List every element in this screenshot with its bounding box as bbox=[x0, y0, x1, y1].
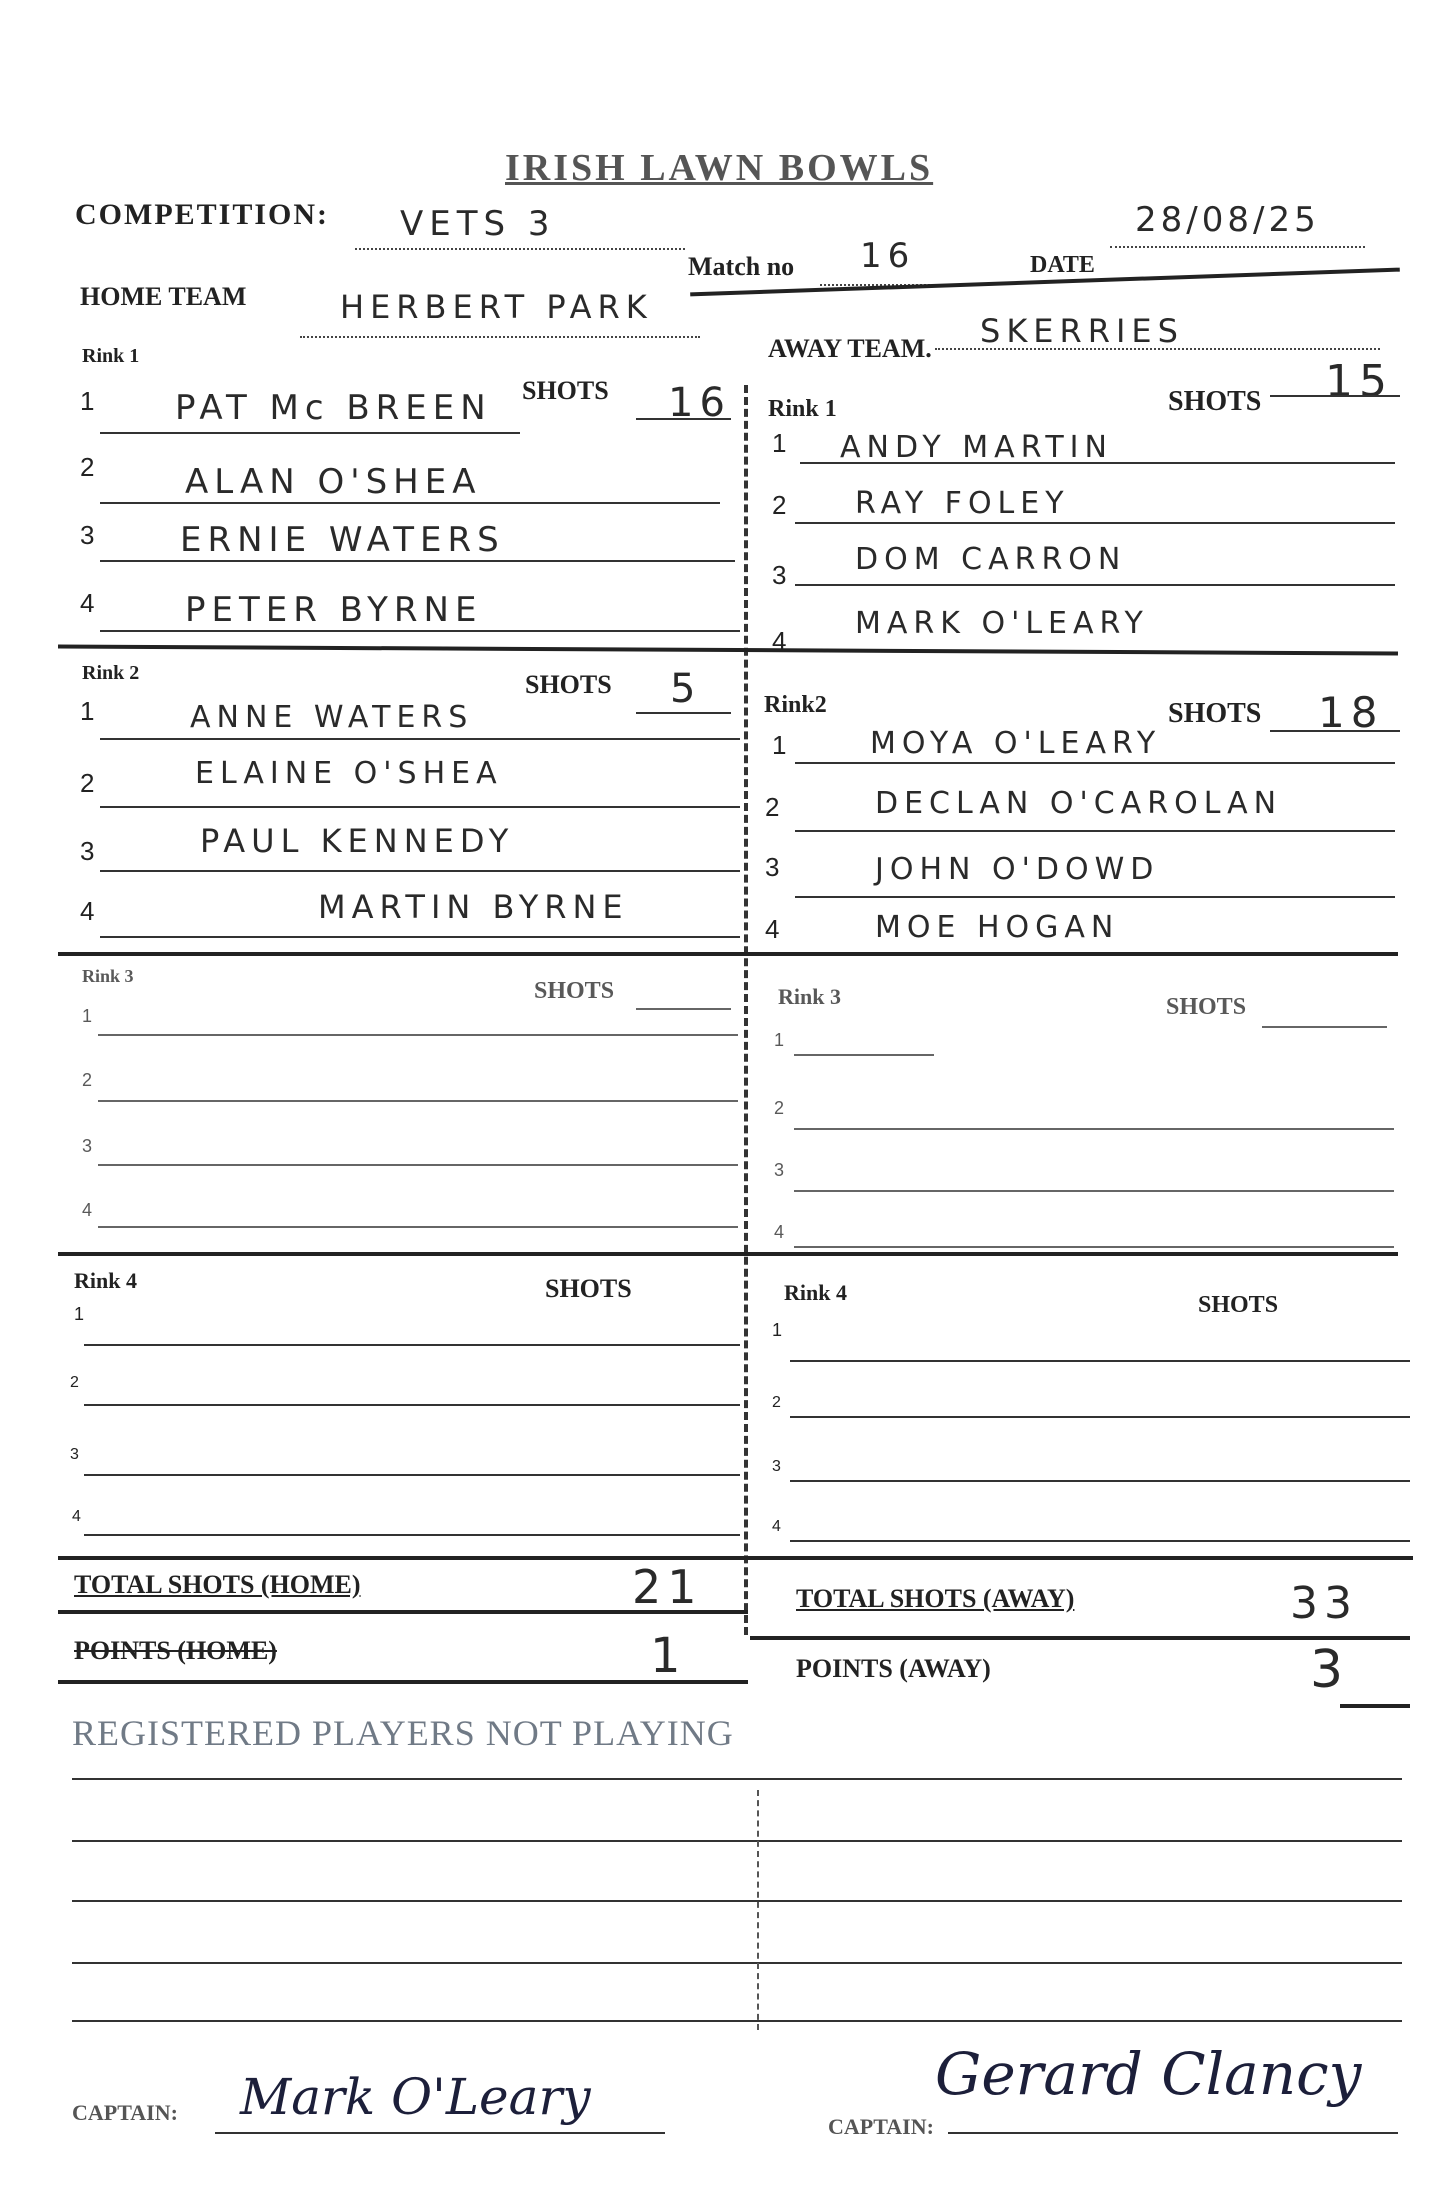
home-team-underline bbox=[300, 336, 700, 338]
away-rink-1-player-1[interactable]: ANDY MARTIN bbox=[840, 430, 1113, 465]
home-rink-1-line-4 bbox=[100, 630, 740, 632]
away-rink-3-pos: 4 bbox=[774, 1222, 785, 1242]
home-rink-3-line-3 bbox=[98, 1164, 738, 1166]
points-away-label: POINTS (AWAY) bbox=[796, 1654, 991, 1683]
home-rink-4-line-4 bbox=[84, 1534, 740, 1536]
home-rink-4-line-1 bbox=[84, 1344, 740, 1346]
away-captain-signature[interactable]: Gerard Clancy bbox=[935, 2040, 1362, 2108]
home-rink-2-line-3 bbox=[100, 870, 740, 872]
home-rink-4-line-3 bbox=[84, 1474, 740, 1476]
home-rink-1-player-2[interactable]: ALAN O'SHEA bbox=[185, 462, 482, 502]
home-rink-1-line-3 bbox=[100, 560, 735, 562]
rink-1-separator bbox=[58, 644, 1398, 655]
away-rink-2-shots[interactable]: 18 bbox=[1318, 688, 1384, 737]
points-home-rule bbox=[58, 1680, 748, 1684]
points-away-rule bbox=[1340, 1704, 1410, 1708]
home-rink-1-shots-line bbox=[636, 418, 731, 420]
home-rink-4-pos: 4 bbox=[72, 1508, 81, 1525]
home-rink-1-line-1 bbox=[100, 432, 520, 434]
home-rink-1-player-4[interactable]: PETER BYRNE bbox=[185, 590, 483, 630]
document-title: IRISH LAWN BOWLS bbox=[505, 147, 934, 189]
away-rink-1-line-2 bbox=[795, 522, 1395, 524]
away-rink-3-shots-label: SHOTS bbox=[1166, 994, 1247, 1020]
away-rink-4-shots-label: SHOTS bbox=[1198, 1292, 1279, 1318]
away-rink-2-player-3[interactable]: JOHN O'DOWD bbox=[875, 852, 1160, 887]
away-rink-3-label: Rink 3 bbox=[778, 984, 841, 1009]
registered-row-line bbox=[72, 2020, 1402, 2022]
away-rink-4-pos: 1 bbox=[772, 1320, 783, 1340]
away-team-underline bbox=[935, 348, 1380, 350]
away-rink-1-pos: 4 bbox=[772, 626, 787, 656]
away-team-value[interactable]: SKERRIES bbox=[980, 312, 1184, 350]
away-rink-3-pos: 2 bbox=[774, 1098, 785, 1118]
total-home-rule bbox=[58, 1610, 748, 1614]
center-divider bbox=[744, 385, 748, 1635]
competition-underline bbox=[355, 248, 685, 250]
home-rink-1-pos: 4 bbox=[80, 588, 95, 618]
home-team-value[interactable]: HERBERT PARK bbox=[340, 288, 653, 326]
home-rink-1-pos: 2 bbox=[80, 452, 95, 482]
away-rink-1-pos: 2 bbox=[772, 490, 787, 520]
away-rink-4-line-2 bbox=[790, 1416, 1410, 1418]
home-rink-2-pos: 3 bbox=[80, 836, 95, 866]
home-rink-2-pos: 4 bbox=[80, 896, 95, 926]
away-rink-1-player-3[interactable]: DOM CARRON bbox=[855, 542, 1127, 577]
away-rink-4-label: Rink 4 bbox=[784, 1280, 847, 1305]
away-rink-2-line-3 bbox=[795, 896, 1395, 898]
home-rink-3-label: Rink 3 bbox=[82, 966, 134, 986]
home-rink-1-pos: 3 bbox=[80, 520, 95, 550]
home-rink-3-pos: 3 bbox=[82, 1136, 93, 1156]
rink-4-separator bbox=[58, 1556, 1413, 1560]
home-rink-4-pos: 3 bbox=[70, 1446, 79, 1463]
away-rink-3-line-3 bbox=[794, 1190, 1394, 1192]
home-rink-2-player-2[interactable]: ELAINE O'SHEA bbox=[195, 756, 503, 791]
away-rink-4-pos: 4 bbox=[772, 1518, 781, 1535]
away-rink-2-player-2[interactable]: DECLAN O'CAROLAN bbox=[875, 786, 1283, 821]
away-rink-2-line-2 bbox=[795, 830, 1395, 832]
home-rink-3-pos: 2 bbox=[82, 1070, 93, 1090]
home-rink-4-line-2 bbox=[84, 1404, 740, 1406]
away-rink-2-player-4[interactable]: MOE HOGAN bbox=[875, 910, 1120, 945]
home-rink-2-shots[interactable]: 5 bbox=[670, 666, 702, 712]
away-rink-4-line-1 bbox=[790, 1360, 1410, 1362]
registered-row-line bbox=[72, 1962, 1402, 1964]
points-away-value[interactable]: 3 bbox=[1310, 1640, 1350, 1700]
total-shots-home-label: TOTAL SHOTS (HOME) bbox=[74, 1570, 361, 1599]
registered-row-line bbox=[72, 1778, 1402, 1780]
away-rink-4-pos: 2 bbox=[772, 1394, 781, 1411]
away-rink-3-line-4 bbox=[794, 1246, 1394, 1248]
away-rink-4-line-4 bbox=[790, 1540, 1410, 1542]
home-rink-2-line-2 bbox=[100, 806, 740, 808]
home-rink-2-pos: 1 bbox=[80, 696, 95, 726]
registered-row-line bbox=[72, 1840, 1402, 1842]
away-team-label: AWAY TEAM. bbox=[768, 334, 932, 363]
home-rink-3-pos: 4 bbox=[82, 1200, 93, 1220]
home-rink-1-player-1[interactable]: PAT Mc BREEN bbox=[175, 388, 492, 428]
away-rink-3-pos: 1 bbox=[774, 1030, 785, 1050]
away-rink-2-pos: 4 bbox=[765, 914, 780, 944]
home-team-label: HOME TEAM bbox=[80, 282, 247, 311]
home-rink-2-player-3[interactable]: PAUL KENNEDY bbox=[200, 822, 515, 860]
total-shots-away-label: TOTAL SHOTS (AWAY) bbox=[796, 1584, 1075, 1613]
away-rink-3-line-2 bbox=[794, 1128, 1394, 1130]
away-captain-line bbox=[948, 2132, 1398, 2134]
home-rink-2-shots-line bbox=[636, 712, 731, 714]
home-rink-2-label: Rink 2 bbox=[82, 662, 140, 684]
points-home-label: POINTS (HOME) bbox=[74, 1636, 277, 1665]
away-rink-1-pos: 1 bbox=[772, 428, 787, 458]
home-rink-3-line-1 bbox=[98, 1034, 738, 1036]
away-rink-1-player-2[interactable]: RAY FOLEY bbox=[855, 486, 1070, 521]
home-rink-1-shots[interactable]: 16 bbox=[668, 380, 731, 426]
away-rink-1-line-1 bbox=[800, 462, 1395, 464]
date-underline bbox=[1110, 246, 1365, 248]
home-rink-2-player-1[interactable]: ANNE WATERS bbox=[190, 700, 474, 735]
home-rink-1-player-3[interactable]: ERNIE WATERS bbox=[180, 520, 505, 560]
home-rink-4-label: Rink 4 bbox=[74, 1268, 137, 1293]
rink-3-separator bbox=[58, 1252, 1398, 1256]
away-rink-2-shots-line bbox=[1270, 730, 1400, 732]
total-shots-home-value[interactable]: 21 bbox=[632, 1560, 703, 1614]
home-rink-4-pos: 2 bbox=[70, 1374, 79, 1391]
home-rink-3-pos: 1 bbox=[82, 1006, 93, 1026]
away-rink-2-pos: 1 bbox=[772, 730, 787, 760]
away-rink-1-shots-line bbox=[1270, 395, 1400, 397]
home-captain-label: CAPTAIN: bbox=[72, 2100, 178, 2125]
home-rink-3-shots-label: SHOTS bbox=[534, 978, 615, 1004]
away-rink-1-player-4[interactable]: MARK O'LEARY bbox=[855, 606, 1149, 641]
away-rink-2-pos: 2 bbox=[765, 792, 780, 822]
home-captain-line bbox=[215, 2132, 665, 2134]
competition-label: COMPETITION: bbox=[75, 198, 330, 231]
home-rink-2-shots-label: SHOTS bbox=[525, 670, 612, 699]
competition-value[interactable]: VETS 3 bbox=[400, 204, 556, 244]
rink-2-separator bbox=[58, 952, 1398, 956]
registered-divider bbox=[757, 1790, 759, 2030]
home-rink-2-player-4[interactable]: MARTIN BYRNE bbox=[318, 888, 629, 926]
home-rink-4-pos: 1 bbox=[74, 1304, 85, 1324]
away-rink-2-pos: 3 bbox=[765, 852, 780, 882]
away-rink-2-line-1 bbox=[795, 762, 1395, 764]
home-captain-signature[interactable]: Mark O'Leary bbox=[240, 2068, 591, 2126]
date-value[interactable]: 28/08/25 bbox=[1135, 200, 1320, 240]
home-rink-3-line-4 bbox=[98, 1226, 738, 1228]
away-rink-2-shots-label: SHOTS bbox=[1168, 698, 1262, 729]
away-rink-1-shots-label: SHOTS bbox=[1168, 386, 1262, 417]
home-rink-1-shots-label: SHOTS bbox=[522, 376, 609, 405]
away-rink-1-line-3 bbox=[795, 584, 1395, 586]
points-home-value[interactable]: 1 bbox=[650, 1628, 687, 1684]
home-rink-2-line-1 bbox=[100, 738, 740, 740]
home-rink-2-pos: 2 bbox=[80, 768, 95, 798]
match-no-label: Match no bbox=[688, 252, 795, 281]
registered-heading: REGISTERED PLAYERS NOT PLAYING bbox=[72, 1713, 734, 1753]
home-rink-1-label: Rink 1 bbox=[82, 345, 140, 367]
home-rink-3-line-2 bbox=[98, 1100, 738, 1102]
home-rink-1-line-2 bbox=[100, 502, 720, 504]
home-rink-3-shots-line bbox=[636, 1008, 731, 1010]
home-rink-4-shots-label: SHOTS bbox=[545, 1274, 632, 1303]
match-no-value[interactable]: 16 bbox=[860, 236, 916, 276]
away-captain-label: CAPTAIN: bbox=[828, 2114, 934, 2139]
away-rink-3-line-1 bbox=[794, 1054, 934, 1056]
away-rink-1-label: Rink 1 bbox=[768, 396, 837, 422]
away-rink-2-player-1[interactable]: MOYA O'LEARY bbox=[870, 726, 1162, 761]
date-label: DATE bbox=[1030, 252, 1095, 278]
home-rink-2-line-4 bbox=[100, 936, 740, 938]
away-rink-3-pos: 3 bbox=[774, 1160, 785, 1180]
registered-row-line bbox=[72, 1900, 1402, 1902]
away-rink-3-shots-line bbox=[1262, 1026, 1387, 1028]
home-rink-1-pos: 1 bbox=[80, 386, 95, 416]
total-shots-away-value[interactable]: 33 bbox=[1290, 1578, 1358, 1629]
away-rink-1-shots[interactable]: 15 bbox=[1325, 356, 1393, 407]
away-rink-1-pos: 3 bbox=[772, 560, 787, 590]
away-rink-4-pos: 3 bbox=[772, 1458, 781, 1475]
away-rink-4-line-3 bbox=[790, 1480, 1410, 1482]
away-rink-2-label: Rink2 bbox=[764, 692, 827, 718]
